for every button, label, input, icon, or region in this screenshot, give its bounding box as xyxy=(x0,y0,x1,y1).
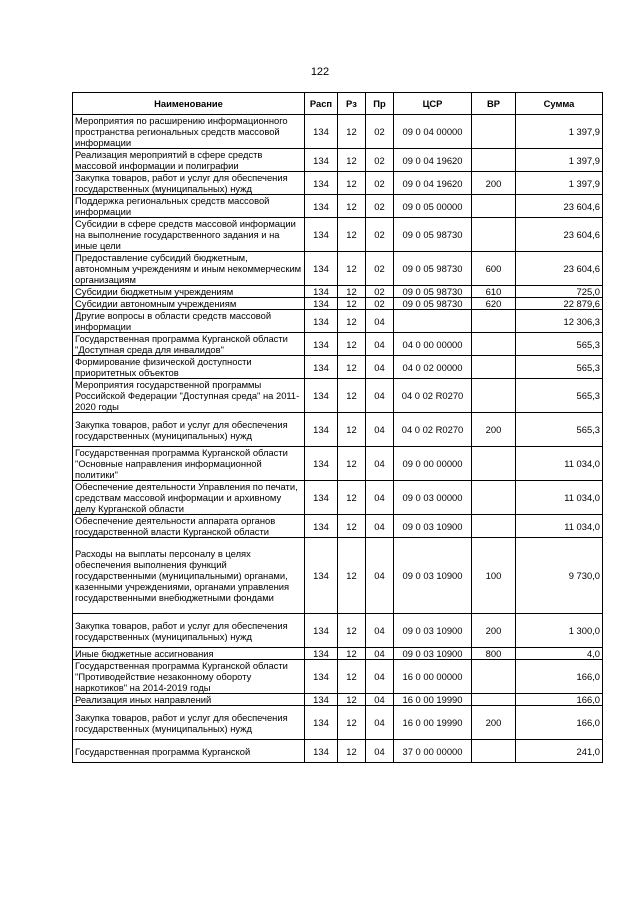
cell-pr: 04 xyxy=(366,648,394,660)
cell-name: Государственная программа Курганской xyxy=(73,740,305,763)
cell-sum: 1 397,9 xyxy=(516,172,603,195)
table-row xyxy=(73,648,603,660)
cell-vr xyxy=(472,115,516,149)
table-row xyxy=(73,298,603,310)
header-vr: ВР xyxy=(472,93,516,115)
table-header-row xyxy=(73,93,603,115)
cell-vr: 100 xyxy=(472,538,516,614)
cell-pr: 02 xyxy=(366,218,394,252)
cell-csr: 09 0 04 19620 xyxy=(394,172,472,195)
cell-rz: 12 xyxy=(338,286,366,298)
cell-rz: 12 xyxy=(338,481,366,515)
cell-pr: 04 xyxy=(366,356,394,379)
cell-rasp: 134 xyxy=(305,218,338,252)
table-row xyxy=(73,413,603,447)
cell-pr: 04 xyxy=(366,740,394,763)
cell-sum: 23 604,6 xyxy=(516,218,603,252)
cell-rasp: 134 xyxy=(305,413,338,447)
cell-csr: 04 0 02 R0270 xyxy=(394,413,472,447)
cell-pr: 02 xyxy=(366,298,394,310)
cell-csr: 09 0 03 00000 xyxy=(394,481,472,515)
cell-name: Иные бюджетные ассигнования xyxy=(73,648,305,660)
cell-pr: 04 xyxy=(366,660,394,694)
cell-sum: 565,3 xyxy=(516,379,603,413)
cell-sum: 23 604,6 xyxy=(516,252,603,286)
cell-name: Формирование физической доступности приоритетных объектов xyxy=(73,356,305,379)
budget-table xyxy=(72,92,603,763)
table-row xyxy=(73,218,603,252)
table-row xyxy=(73,614,603,648)
cell-pr: 04 xyxy=(366,333,394,356)
cell-pr: 04 xyxy=(366,694,394,706)
cell-name: Закупка товаров, работ и услуг для обеспечения государственных (муниципальных) нужд xyxy=(73,706,305,740)
cell-csr: 09 0 05 00000 xyxy=(394,195,472,218)
cell-rasp: 134 xyxy=(305,379,338,413)
cell-sum: 11 034,0 xyxy=(516,515,603,538)
cell-sum: 1 397,9 xyxy=(516,115,603,149)
cell-csr: 09 0 05 98730 xyxy=(394,286,472,298)
cell-csr: 16 0 00 00000 xyxy=(394,660,472,694)
cell-pr: 04 xyxy=(366,310,394,333)
cell-rasp: 134 xyxy=(305,172,338,195)
cell-vr xyxy=(472,740,516,763)
cell-rasp: 134 xyxy=(305,648,338,660)
cell-rz: 12 xyxy=(338,149,366,172)
cell-rz: 12 xyxy=(338,538,366,614)
cell-pr: 02 xyxy=(366,286,394,298)
table-row xyxy=(73,694,603,706)
cell-sum: 11 034,0 xyxy=(516,447,603,481)
cell-rz: 12 xyxy=(338,515,366,538)
cell-rasp: 134 xyxy=(305,515,338,538)
cell-rz: 12 xyxy=(338,310,366,333)
cell-name: Другие вопросы в области средств массовой информации xyxy=(73,310,305,333)
table-row xyxy=(73,538,603,614)
cell-pr: 04 xyxy=(366,481,394,515)
cell-sum: 565,3 xyxy=(516,413,603,447)
cell-rz: 12 xyxy=(338,333,366,356)
cell-vr: 200 xyxy=(472,706,516,740)
cell-vr xyxy=(472,356,516,379)
cell-rasp: 134 xyxy=(305,252,338,286)
cell-rasp: 134 xyxy=(305,298,338,310)
cell-sum: 565,3 xyxy=(516,333,603,356)
cell-csr: 04 0 02 R0270 xyxy=(394,379,472,413)
cell-name: Мероприятия по расширению информационного пространства региональных средств массовой информации xyxy=(73,115,305,149)
cell-sum: 22 879,6 xyxy=(516,298,603,310)
cell-name: Реализация иных направлений xyxy=(73,694,305,706)
cell-csr xyxy=(394,310,472,333)
table-row xyxy=(73,447,603,481)
cell-name: Государственная программа Курганской области "Противодействие незаконному обороту наркотиков" на 2014-2019 годы xyxy=(73,660,305,694)
cell-pr: 04 xyxy=(366,706,394,740)
table-row xyxy=(73,740,603,763)
cell-sum: 166,0 xyxy=(516,660,603,694)
cell-csr: 16 0 00 19990 xyxy=(394,706,472,740)
cell-rz: 12 xyxy=(338,706,366,740)
header-csr: ЦСР xyxy=(394,93,472,115)
cell-rasp: 134 xyxy=(305,740,338,763)
cell-rasp: 134 xyxy=(305,149,338,172)
cell-csr: 09 0 03 10900 xyxy=(394,648,472,660)
cell-vr xyxy=(472,379,516,413)
cell-vr xyxy=(472,333,516,356)
table-row xyxy=(73,172,603,195)
cell-name: Обеспечение деятельности Управления по печати, средствам массовой информации и архивному делу Курганской области xyxy=(73,481,305,515)
cell-name: Расходы на выплаты персоналу в целях обеспечения выполнения функций государственными (муниципальными) органами, казенными учреждениями, органами управления государственными внебюджетными фондами xyxy=(73,538,305,614)
cell-name: Мероприятия государственной программы Российской Федерации "Доступная среда" на 2011-2020 годы xyxy=(73,379,305,413)
cell-name: Закупка товаров, работ и услуг для обеспечения государственных (муниципальных) нужд xyxy=(73,172,305,195)
header-pr: Пр xyxy=(366,93,394,115)
cell-sum: 4,0 xyxy=(516,648,603,660)
cell-sum: 565,3 xyxy=(516,356,603,379)
cell-sum: 12 306,3 xyxy=(516,310,603,333)
cell-csr: 09 0 05 98730 xyxy=(394,298,472,310)
cell-vr xyxy=(472,481,516,515)
table-row xyxy=(73,515,603,538)
cell-rasp: 134 xyxy=(305,333,338,356)
cell-csr: 37 0 00 00000 xyxy=(394,740,472,763)
cell-vr xyxy=(472,310,516,333)
cell-pr: 02 xyxy=(366,172,394,195)
cell-csr: 09 0 05 98730 xyxy=(394,218,472,252)
cell-vr xyxy=(472,195,516,218)
cell-rasp: 134 xyxy=(305,660,338,694)
cell-csr: 09 0 04 00000 xyxy=(394,115,472,149)
cell-pr: 02 xyxy=(366,252,394,286)
cell-pr: 04 xyxy=(366,538,394,614)
cell-vr xyxy=(472,694,516,706)
header-rasp: Расп xyxy=(305,93,338,115)
cell-sum: 9 730,0 xyxy=(516,538,603,614)
cell-vr: 620 xyxy=(472,298,516,310)
cell-rasp: 134 xyxy=(305,538,338,614)
cell-sum: 166,0 xyxy=(516,694,603,706)
cell-vr: 200 xyxy=(472,614,516,648)
cell-name: Предоставление субсидий бюджетным, автономным учреждениям и иным некоммерческим организациям xyxy=(73,252,305,286)
cell-rz: 12 xyxy=(338,648,366,660)
cell-rz: 12 xyxy=(338,356,366,379)
header-rz: Рз xyxy=(338,93,366,115)
table-row xyxy=(73,379,603,413)
cell-csr: 09 0 03 10900 xyxy=(394,538,472,614)
cell-rz: 12 xyxy=(338,218,366,252)
cell-vr: 200 xyxy=(472,413,516,447)
cell-name: Государственная программа Курганской области "Основные направления информационной политики" xyxy=(73,447,305,481)
cell-csr: 09 0 03 10900 xyxy=(394,515,472,538)
cell-rasp: 134 xyxy=(305,447,338,481)
cell-sum: 166,0 xyxy=(516,706,603,740)
cell-rz: 12 xyxy=(338,172,366,195)
cell-pr: 02 xyxy=(366,115,394,149)
page-number: 122 xyxy=(310,66,330,78)
table-row xyxy=(73,356,603,379)
cell-rz: 12 xyxy=(338,195,366,218)
cell-name: Закупка товаров, работ и услуг для обеспечения государственных (муниципальных) нужд xyxy=(73,413,305,447)
cell-name: Обеспечение деятельности аппарата органов государственной власти Курганской области xyxy=(73,515,305,538)
cell-sum: 1 300,0 xyxy=(516,614,603,648)
cell-rasp: 134 xyxy=(305,706,338,740)
cell-vr xyxy=(472,149,516,172)
cell-pr: 04 xyxy=(366,413,394,447)
cell-rasp: 134 xyxy=(305,481,338,515)
table-row xyxy=(73,310,603,333)
cell-name: Закупка товаров, работ и услуг для обеспечения государственных (муниципальных) нужд xyxy=(73,614,305,648)
cell-name: Государственная программа Курганской области "Доступная среда для инвалидов" xyxy=(73,333,305,356)
cell-name: Поддержка региональных средств массовой информации xyxy=(73,195,305,218)
cell-vr xyxy=(472,515,516,538)
cell-csr: 09 0 05 98730 xyxy=(394,252,472,286)
cell-csr: 16 0 00 19990 xyxy=(394,694,472,706)
cell-sum: 23 604,6 xyxy=(516,195,603,218)
cell-vr xyxy=(472,218,516,252)
cell-name: Субсидии бюджетным учреждениям xyxy=(73,286,305,298)
cell-rz: 12 xyxy=(338,660,366,694)
cell-rz: 12 xyxy=(338,694,366,706)
cell-sum: 11 034,0 xyxy=(516,481,603,515)
cell-csr: 04 0 00 00000 xyxy=(394,333,472,356)
cell-rasp: 134 xyxy=(305,310,338,333)
cell-sum: 1 397,9 xyxy=(516,149,603,172)
cell-csr: 09 0 04 19620 xyxy=(394,149,472,172)
cell-rz: 12 xyxy=(338,447,366,481)
table-row xyxy=(73,149,603,172)
cell-rz: 12 xyxy=(338,614,366,648)
cell-rasp: 134 xyxy=(305,115,338,149)
cell-pr: 04 xyxy=(366,515,394,538)
table-row xyxy=(73,481,603,515)
cell-pr: 02 xyxy=(366,195,394,218)
cell-rz: 12 xyxy=(338,379,366,413)
cell-sum: 241,0 xyxy=(516,740,603,763)
cell-vr: 200 xyxy=(472,172,516,195)
cell-rz: 12 xyxy=(338,252,366,286)
cell-name: Субсидии автономным учреждениям xyxy=(73,298,305,310)
cell-name: Реализация мероприятий в сфере средств массовой информации и полиграфии xyxy=(73,149,305,172)
table-row xyxy=(73,286,603,298)
cell-vr xyxy=(472,660,516,694)
cell-pr: 04 xyxy=(366,614,394,648)
cell-rz: 12 xyxy=(338,298,366,310)
table-row xyxy=(73,333,603,356)
cell-pr: 04 xyxy=(366,447,394,481)
table-row xyxy=(73,706,603,740)
cell-rasp: 134 xyxy=(305,195,338,218)
cell-csr: 09 0 03 10900 xyxy=(394,614,472,648)
table-row xyxy=(73,252,603,286)
cell-vr: 610 xyxy=(472,286,516,298)
cell-rasp: 134 xyxy=(305,694,338,706)
cell-rz: 12 xyxy=(338,740,366,763)
cell-csr: 09 0 00 00000 xyxy=(394,447,472,481)
cell-rasp: 134 xyxy=(305,286,338,298)
cell-csr: 04 0 02 00000 xyxy=(394,356,472,379)
cell-vr: 800 xyxy=(472,648,516,660)
table-row xyxy=(73,115,603,149)
cell-rz: 12 xyxy=(338,115,366,149)
cell-name: Субсидии в сфере средств массовой информации на выполнение государственного задания и на иные цели xyxy=(73,218,305,252)
table-body xyxy=(73,115,603,763)
cell-sum: 725,0 xyxy=(516,286,603,298)
cell-rz: 12 xyxy=(338,413,366,447)
cell-rasp: 134 xyxy=(305,614,338,648)
header-name: Наименование xyxy=(73,93,305,115)
cell-vr: 600 xyxy=(472,252,516,286)
cell-rasp: 134 xyxy=(305,356,338,379)
cell-pr: 02 xyxy=(366,149,394,172)
header-sum: Сумма xyxy=(516,93,603,115)
table-row xyxy=(73,660,603,694)
table-row xyxy=(73,195,603,218)
cell-pr: 04 xyxy=(366,379,394,413)
cell-vr xyxy=(472,447,516,481)
